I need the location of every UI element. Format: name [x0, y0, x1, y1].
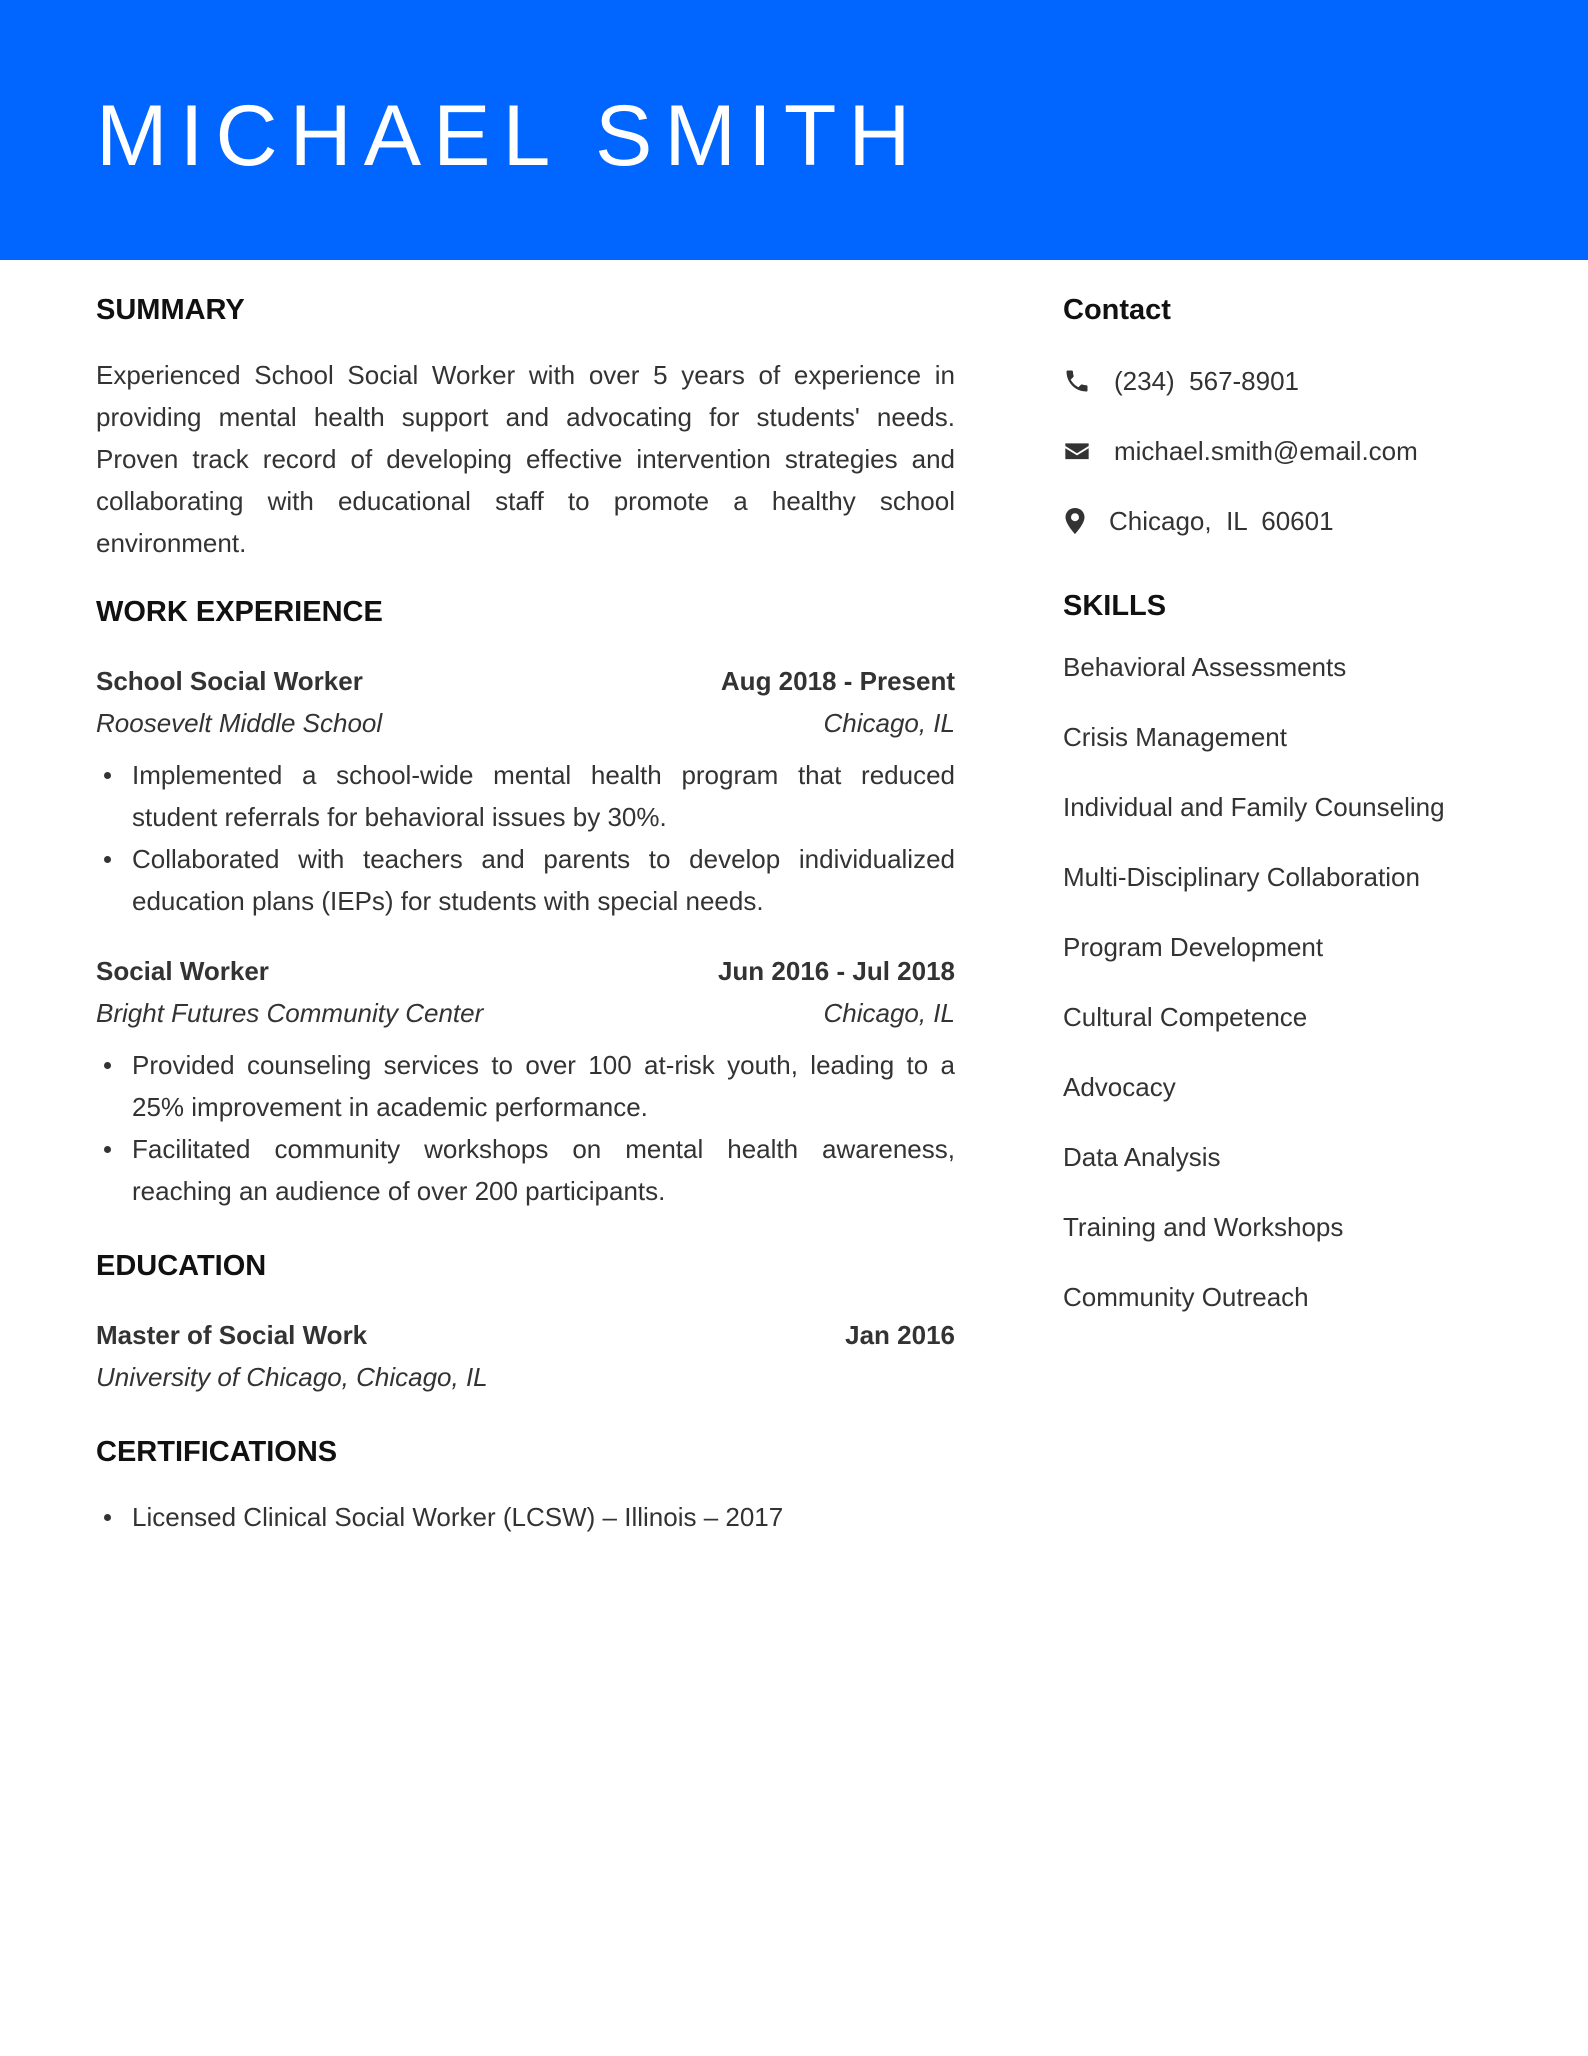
job-location: Chicago, IL — [823, 708, 955, 738]
skill-item: Program Development — [1063, 932, 1324, 962]
education-heading: EDUCATION — [96, 1250, 267, 1282]
education-degree: Master of Social Work — [96, 1320, 368, 1350]
envelope-icon — [1063, 436, 1093, 466]
contact-phone-text: (234) 567-8901 — [1114, 365, 1300, 396]
skills-list — [1063, 646, 1523, 1318]
job-bullets — [96, 754, 955, 922]
skill-item: Cultural Competence — [1063, 1002, 1308, 1032]
education-school-row — [96, 1356, 955, 1398]
work-experience-heading: WORK EXPERIENCE — [96, 596, 383, 628]
skill-item: Training and Workshops — [1063, 1212, 1344, 1242]
contact-heading: Contact — [1063, 294, 1171, 326]
contact-location-text: Chicago, IL 60601 — [1109, 505, 1334, 536]
job-bullet: Facilitated community workshops on mental health awareness, reaching an audience of over 200 participants. — [132, 1128, 955, 1212]
job-organization: Roosevelt Middle School — [96, 708, 383, 738]
education-date: Jan 2016 — [845, 1320, 955, 1350]
candidate-name: MICHAEL SMITH — [96, 88, 923, 184]
contact-location — [1063, 500, 1523, 542]
job-role: Social Worker — [96, 956, 269, 986]
certifications-heading: CERTIFICATIONS — [96, 1436, 338, 1468]
job-bullet: Implemented a school-wide mental health program that reduced student referrals for behavioral issues by 30%. — [132, 754, 955, 838]
contact-list — [1063, 360, 1523, 542]
phone-icon — [1063, 366, 1093, 396]
skill-item: Individual and Family Counseling — [1063, 792, 1445, 822]
job-dates: Jun 2016 - Jul 2018 — [717, 956, 955, 986]
job-role: School Social Worker — [96, 666, 363, 696]
job-bullet: Collaborated with teachers and parents to develop individualized education plans (IEPs) for students with special needs. — [132, 838, 955, 922]
summary-text: Experienced School Social Worker with over 5 years of experience in providing mental health support and advocating for students' needs. Proven track record of developing effective intervention strategies and collaborating with educational staff to promote a healthy school environment. — [96, 360, 955, 558]
job-organization: Bright Futures Community Center — [96, 998, 484, 1028]
header-banner — [0, 0, 1588, 260]
job-org-row — [96, 702, 955, 744]
skill-item: Advocacy — [1063, 1072, 1176, 1102]
skill-item: Community Outreach — [1063, 1282, 1309, 1312]
skills-heading: SKILLS — [1063, 590, 1167, 622]
contact-email-text: michael.smith@email.com — [1114, 435, 1418, 466]
job-header-row — [96, 950, 955, 992]
map-pin-icon — [1063, 506, 1093, 536]
job-entry — [96, 950, 955, 1212]
job-bullet: Provided counseling services to over 100 at-risk youth, leading to a 25% improvement in academic performance. — [132, 1044, 955, 1128]
certification-item: Licensed Clinical Social Worker (LCSW) – Illinois – 2017 — [132, 1496, 955, 1538]
job-bullets — [96, 1044, 955, 1212]
job-org-row — [96, 992, 955, 1034]
job-dates: Aug 2018 - Present — [720, 666, 955, 696]
main-column — [96, 290, 955, 1538]
contact-email — [1063, 430, 1523, 472]
skill-item: Multi-Disciplinary Collaboration — [1063, 862, 1420, 892]
summary-heading: SUMMARY — [96, 294, 245, 326]
certifications-list — [96, 1496, 955, 1538]
job-header-row — [96, 660, 955, 702]
education-entry — [96, 1314, 955, 1398]
job-entry — [96, 660, 955, 922]
job-location: Chicago, IL — [823, 998, 955, 1028]
skill-item: Crisis Management — [1063, 722, 1287, 752]
education-header-row — [96, 1314, 955, 1356]
sidebar-column — [1063, 290, 1523, 1346]
contact-phone — [1063, 360, 1523, 402]
skill-item: Data Analysis — [1063, 1142, 1221, 1172]
skill-item: Behavioral Assessments — [1063, 652, 1347, 682]
education-school: University of Chicago, Chicago, IL — [96, 1362, 488, 1392]
